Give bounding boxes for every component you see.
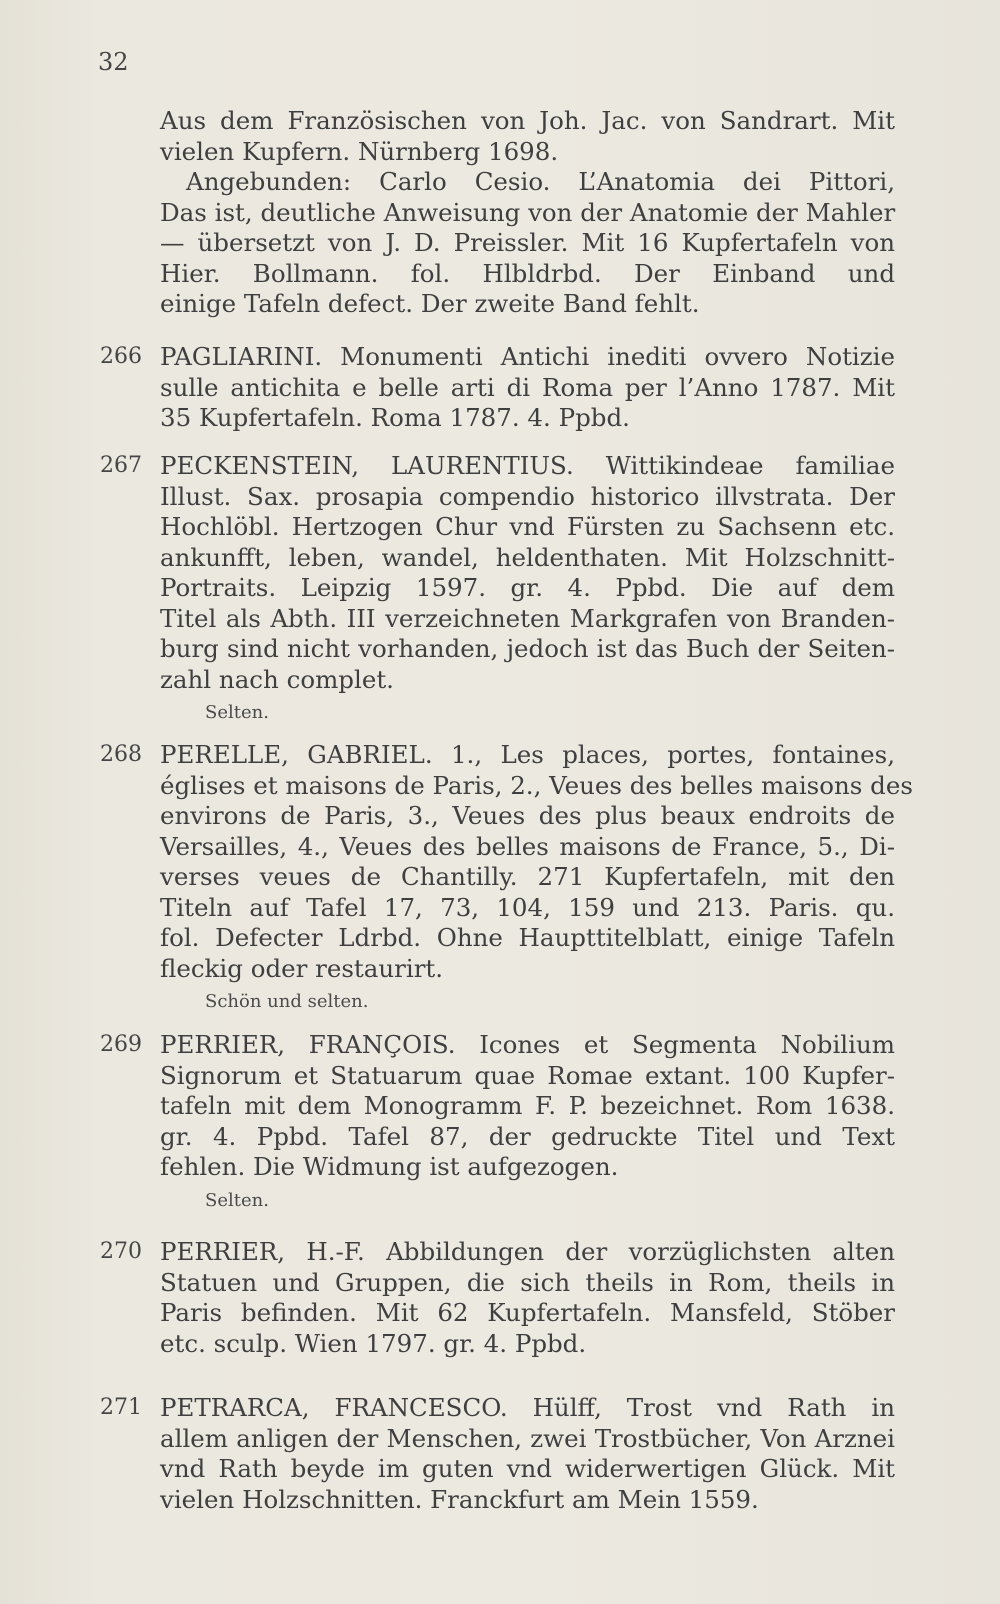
text-line: vnd Rath beyde im guten vnd widerwertigen Glück. Mit bbox=[160, 1454, 895, 1483]
text-line: PERELLE, GABRIEL. 1., Les places, portes, fontaines, bbox=[160, 740, 895, 769]
text-line: PECKENSTEIN, LAURENTIUS. Wittikindeae familiae bbox=[160, 451, 895, 480]
text-line: zahl nach complet. bbox=[160, 664, 394, 694]
text-line: ankunfft, leben, wandel, heldenthaten. Mit Holzschnitt- bbox=[160, 542, 895, 572]
text-line: etc. sculp. Wien 1797. gr. 4. Ppbd. bbox=[160, 1328, 587, 1358]
entry-note: Schön und selten. bbox=[205, 991, 369, 1012]
text-line: fleckig oder restaurirt. bbox=[160, 953, 444, 983]
text-line: fehlen. Die Widmung ist aufgezogen. bbox=[160, 1152, 619, 1181]
text-line: environs de Paris, 3., Veues des plus beaux endroits de bbox=[160, 801, 895, 830]
text-line: églises et maisons de Paris, 2., Veues des belles maisons des bbox=[160, 770, 913, 800]
page-number: 32 bbox=[98, 48, 129, 76]
text-line: Aus dem Französischen von Joh. Jac. von Sandrart. Mit bbox=[160, 106, 895, 135]
entry-number: 268 bbox=[100, 742, 142, 767]
entry-number: 269 bbox=[100, 1032, 142, 1057]
text-line: Titel als Abth. III verzeichneten Markgrafen von Branden- bbox=[160, 603, 895, 633]
text-line: Paris befinden. Mit 62 Kupfertafeln. Mansfeld, Stöber bbox=[160, 1298, 895, 1327]
text-line: Illust. Sax. prosapia compendio historico illvstrata. Der bbox=[160, 481, 895, 511]
text-line: Versailles, 4., Veues des belles maisons de France, 5., Di- bbox=[160, 831, 895, 861]
text-line: Hochlöbl. Hertzogen Chur vnd Fürsten zu Sachsenn etc. bbox=[160, 512, 895, 541]
entry-number: 266 bbox=[100, 344, 142, 369]
text-line: gr. 4. Ppbd. Tafel 87, der gedruckte Titel und Text bbox=[160, 1121, 895, 1151]
text-line: Titeln auf Tafel 17, 73, 104, 159 und 213. Paris. qu. bbox=[160, 892, 895, 922]
text-line: Das ist, deutliche Anweisung von der Anatomie der Mahler bbox=[160, 197, 896, 227]
text-line: einige Tafeln defect. Der zweite Band fehlt. bbox=[160, 289, 700, 318]
text-line: 35 Kupfertafeln. Roma 1787. 4. Ppbd. bbox=[160, 403, 630, 432]
entry-continuation bbox=[160, 106, 895, 320]
text-line: Hier. Bollmann. fol. Hlbldrbd. Der Einband und bbox=[160, 258, 895, 288]
text-line: PERRIER, FRANÇOIS. Icones et Segmenta Nobilium bbox=[160, 1030, 895, 1059]
text-line: PETRARCA, FRANCESCO. Hülff, Trost vnd Rath in bbox=[160, 1393, 895, 1422]
entry-text bbox=[160, 1030, 895, 1215]
text-line: PAGLIARINI. Monumenti Antichi inediti ovvero Notizie bbox=[160, 342, 895, 371]
entry-number: 271 bbox=[100, 1395, 142, 1420]
entry-text bbox=[160, 1393, 895, 1515]
entry-number: 270 bbox=[100, 1239, 142, 1264]
entry-text bbox=[160, 451, 895, 727]
text-line: vielen Holzschnitten. Franckfurt am Mein 1559. bbox=[160, 1484, 759, 1514]
text-line: — übersetzt von J. D. Preissler. Mit 16 Kupfertafeln von bbox=[160, 228, 895, 257]
text-line: burg sind nicht vorhanden, jedoch ist das Buch der Seiten- bbox=[160, 634, 895, 663]
text-line: PERRIER, H.-F. Abbildungen der vorzüglichsten alten bbox=[160, 1237, 895, 1266]
entry-text bbox=[160, 342, 895, 434]
text-line: Angebunden: Carlo Cesio. L’Anatomia dei Pittori, bbox=[186, 167, 895, 196]
entry-text bbox=[160, 1237, 895, 1359]
text-line: vielen Kupfern. Nürnberg 1698. bbox=[160, 136, 559, 166]
text-line: fol. Defecter Ldrbd. Ohne Haupttitelblatt, einige Tafeln bbox=[160, 923, 895, 952]
entry-text bbox=[160, 740, 913, 1016]
text-line: sulle antichita e belle arti di Roma per l’Anno 1787. Mit bbox=[160, 372, 895, 402]
text-line: allem anligen der Menschen, zwei Trostbücher, Von Arznei bbox=[160, 1423, 895, 1453]
entry-number: 267 bbox=[100, 453, 142, 478]
entry-note: Selten. bbox=[205, 702, 269, 723]
entry-note: Selten. bbox=[205, 1189, 269, 1211]
text-line: Signorum et Statuarum quae Romae extant. 100 Kupfer- bbox=[160, 1060, 895, 1090]
text-line: tafeln mit dem Monogramm F. P. bezeichnet. Rom 1638. bbox=[160, 1091, 895, 1120]
text-line: Portraits. Leipzig 1597. gr. 4. Ppbd. Die auf dem bbox=[160, 573, 895, 602]
text-line: Statuen und Gruppen, die sich theils in Rom, theils in bbox=[160, 1267, 895, 1297]
text-line: verses veues de Chantilly. 271 Kupfertafeln, mit den bbox=[160, 862, 895, 891]
